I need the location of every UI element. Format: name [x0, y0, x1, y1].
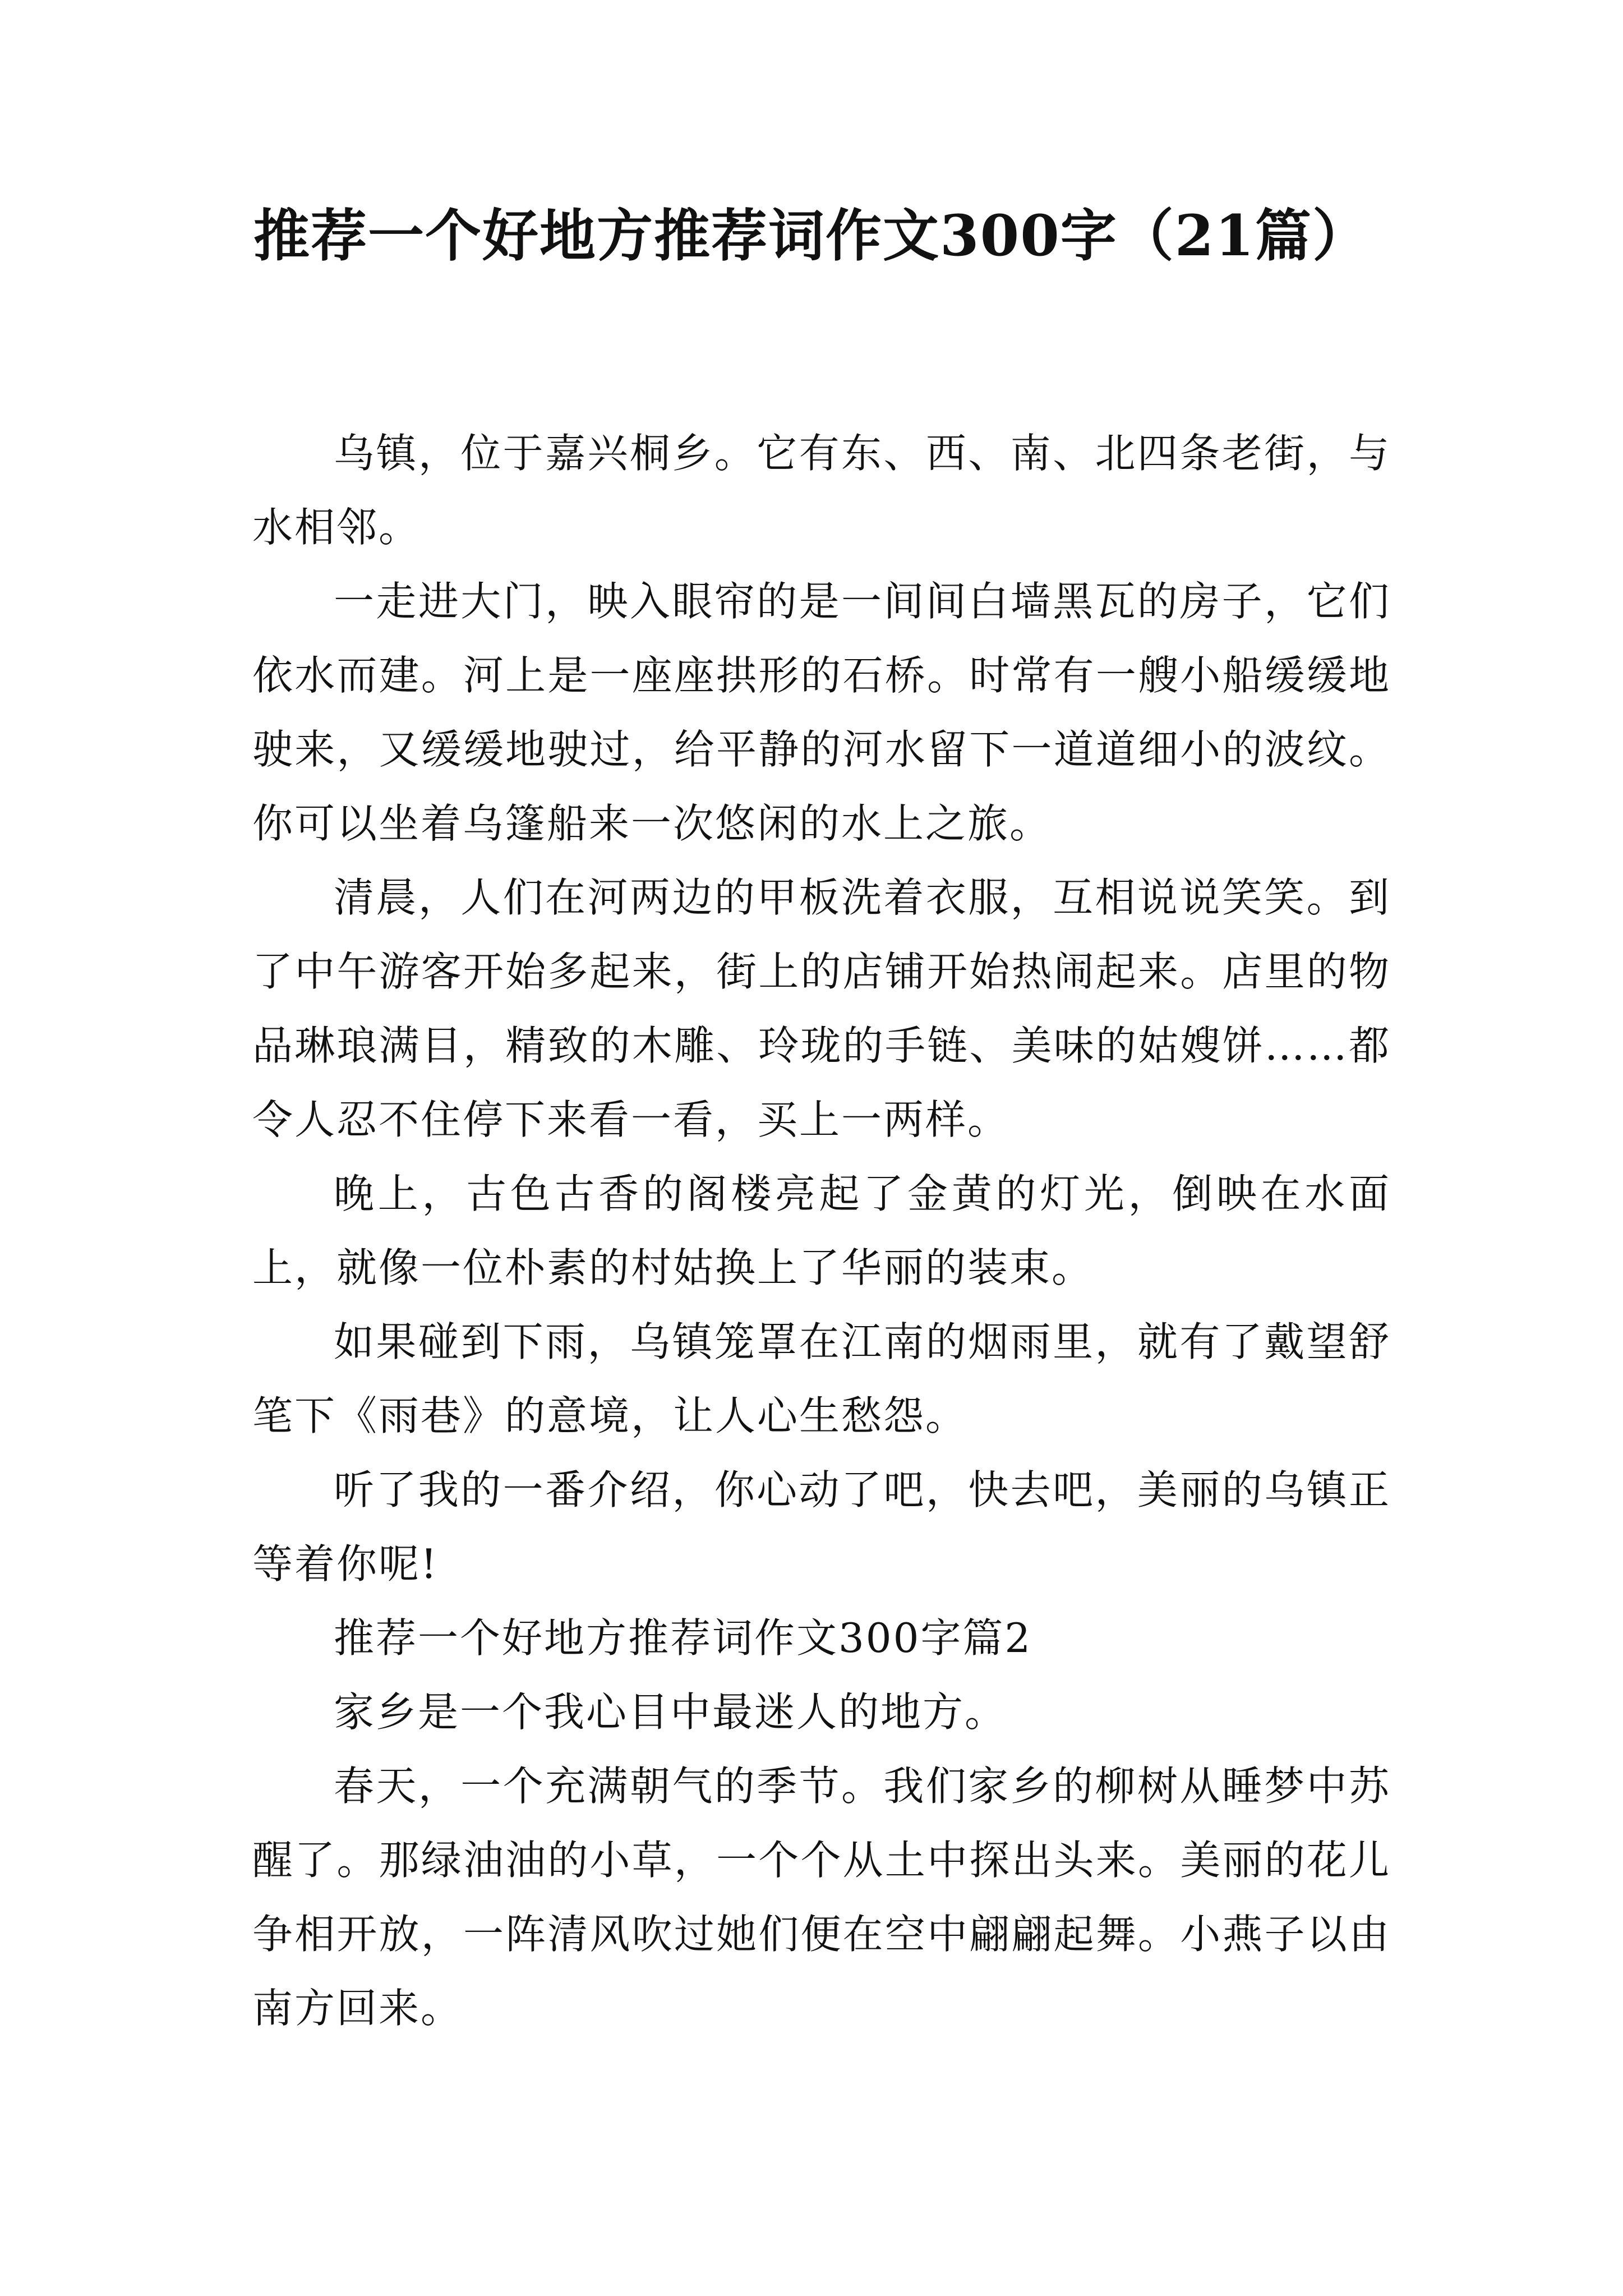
paragraph: 春天，一个充满朝气的季节。我们家乡的柳树从睡梦中苏醒了。那绿油油的小草，一个个从土中探出头来。美丽的花儿争相开放，一阵清风吹过她们便在空中翩翩起舞。小燕子以由南方回来。 — [252, 1763, 1391, 2032]
paragraph: 一走进大门，映入眼帘的是一间间白墙黑瓦的房子，它们依水而建。河上是一座座拱形的石桥。时常有一艘小船缓缓地驶来，又缓缓地驶过，给平静的河水留下一道道细小的波纹。你可以坐着乌篷船来一次悠闲的水上之旅。 — [252, 578, 1391, 847]
section-heading: 推荐一个好地方推荐词作文300字篇2 — [334, 1614, 1032, 1662]
paragraph: 如果碰到下雨，乌镇笼罩在江南的烟雨里，就有了戴望舒笔下《雨巷》的意境，让人心生愁怨。 — [252, 1318, 1391, 1439]
paragraph: 晚上，古色古香的阁楼亮起了金黄的灯光，倒映在水面上，就像一位朴素的村姑换上了华丽的装束。 — [252, 1170, 1391, 1291]
paragraph: 乌镇，位于嘉兴桐乡。它有东、西、南、北四条老街，与水相邻。 — [252, 430, 1391, 551]
paragraph: 清晨，人们在河两边的甲板洗着衣服，互相说说笑笑。到了中午游客开始多起来，街上的店铺开始热闹起来。店里的物品琳琅满目，精致的木雕、玲珑的手链、美味的姑嫂饼……都令人忍不住停下来看一看，买上一两样。 — [252, 874, 1391, 1143]
document-body — [252, 416, 1391, 2045]
paragraph: 听了我的一番介绍，你心动了吧，快去吧，美丽的乌镇正等着你呢! — [252, 1466, 1391, 1588]
document-title: 推荐一个好地方推荐词作文300字（21篇） — [253, 203, 1370, 269]
paragraph: 家乡是一个我心目中最迷人的地方。 — [334, 1688, 1007, 1736]
